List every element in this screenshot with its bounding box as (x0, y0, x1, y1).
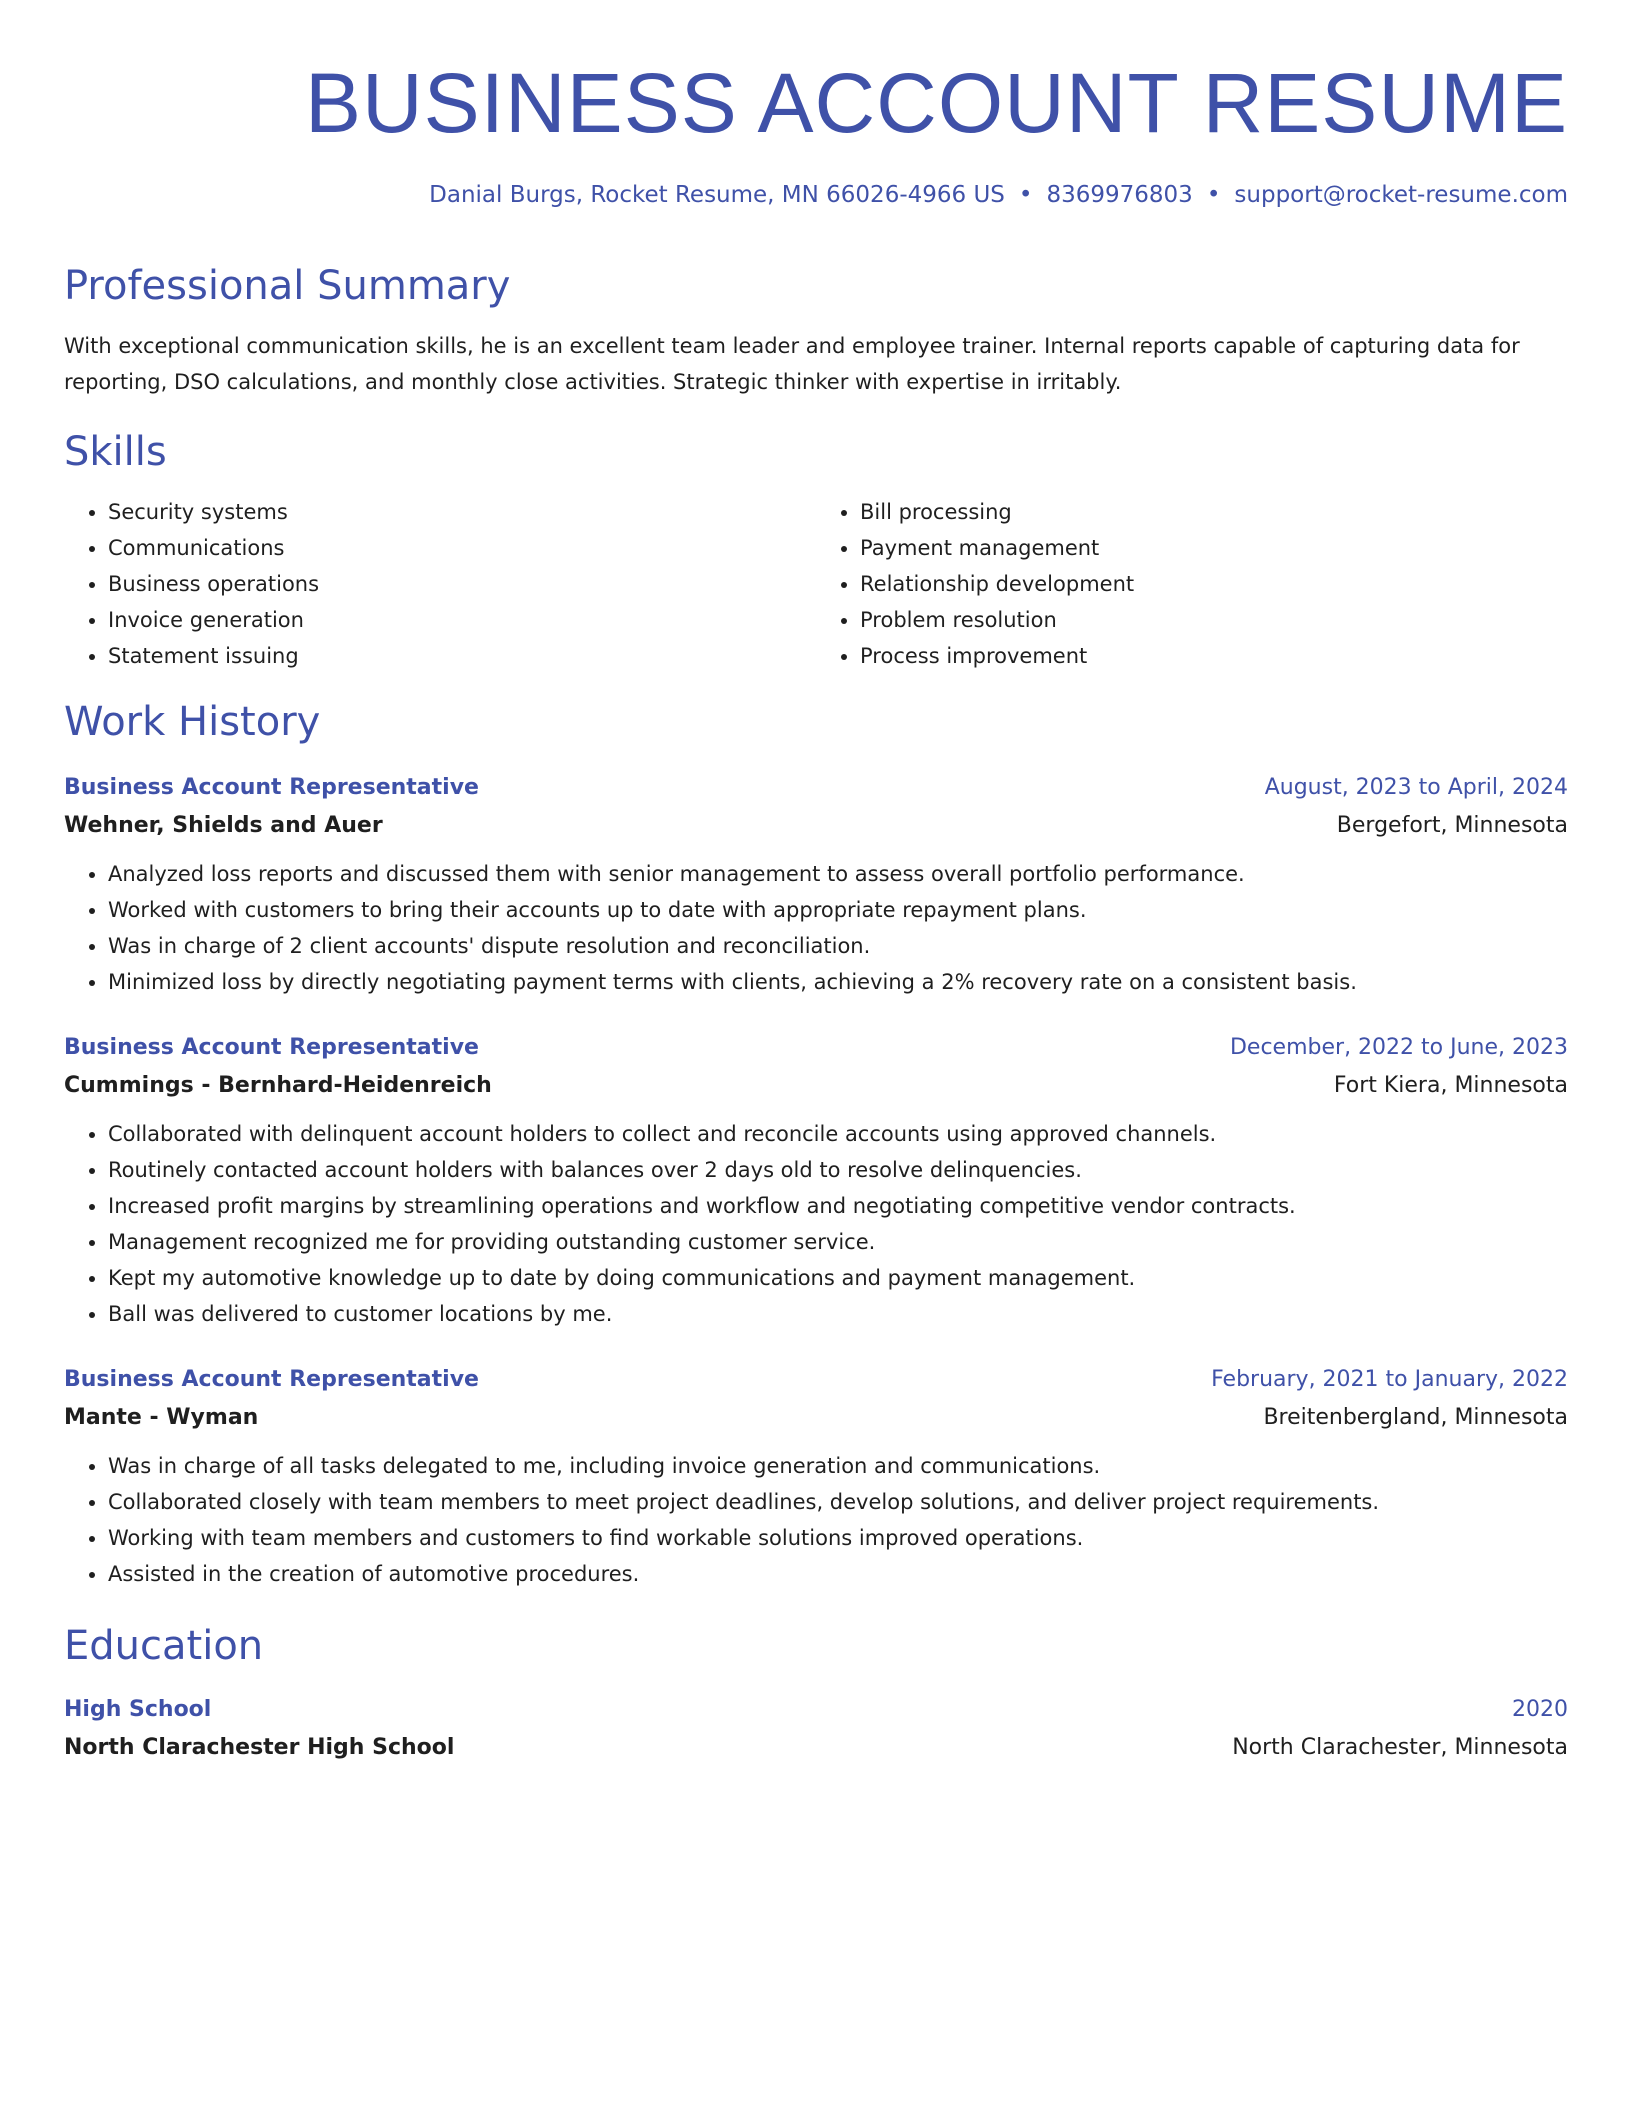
skill-item: • Payment management (860, 530, 1568, 566)
contact-phone: 8369976803 (1046, 182, 1193, 208)
job-bullet: • Collaborated closely with team members to meet project deadlines, develop solutions, and deliver project requirements. (108, 1484, 1568, 1520)
skill-item: • Statement issuing (108, 638, 816, 674)
skill-item: • Communications (108, 530, 816, 566)
education-entry (64, 1692, 1568, 1768)
section-heading-education: Education (64, 1623, 264, 1669)
job-bullet: • Assisted in the creation of automotive procedures. (108, 1556, 1568, 1592)
job-bullets (64, 1116, 1568, 1332)
education-year: 2020 (1512, 1697, 1568, 1722)
education-location: North Clarachester, Minnesota (1232, 1735, 1568, 1760)
job-bullet: • Worked with customers to bring their accounts up to date with appropriate repayment plans. (108, 892, 1568, 928)
section-heading-skills: Skills (64, 429, 167, 475)
job-entry (64, 1030, 1568, 1332)
job-bullet: • Was in charge of all tasks delegated to me, including invoice generation and communications. (108, 1448, 1568, 1484)
job-bullet: • Kept my automotive knowledge up to date by doing communications and payment management. (108, 1260, 1568, 1296)
job-bullet: • Increased profit margins by streamlining operations and workflow and negotiating competitive vendor contracts. (108, 1188, 1568, 1224)
job-location: Fort Kiera, Minnesota (1333, 1073, 1568, 1098)
job-company: Mante - Wyman (64, 1405, 259, 1430)
job-dates: February, 2021 to January, 2022 (1211, 1367, 1568, 1392)
job-bullet: • Analyzed loss reports and discussed them with senior management to assess overall portfolio performance. (108, 856, 1568, 892)
contact-email: support@rocket-resume.com (1234, 182, 1568, 208)
education-school: North Clarachester High School (64, 1735, 455, 1760)
job-title: Business Account Representative (64, 775, 479, 800)
job-bullets (64, 856, 1568, 1000)
contact-line (64, 178, 1568, 212)
job-bullet: • Routinely contacted account holders with balances over 2 days old to resolve delinquencies. (108, 1152, 1568, 1188)
job-location: Bergefort, Minnesota (1336, 813, 1568, 838)
skills-list (64, 494, 1568, 674)
skill-item: • Process improvement (860, 638, 1568, 674)
job-company: Cummings - Bernhard-Heidenreich (64, 1073, 492, 1098)
job-location: Breitenbergland, Minnesota (1263, 1405, 1568, 1430)
skill-item: • Bill processing (860, 494, 1568, 530)
job-company: Wehner, Shields and Auer (64, 813, 383, 838)
section-heading-summary: Professional Summary (64, 263, 511, 309)
skill-item: • Security systems (108, 494, 816, 530)
job-entry (64, 1362, 1568, 1592)
skill-item: • Invoice generation (108, 602, 816, 638)
job-dates: August, 2023 to April, 2024 (1264, 775, 1568, 800)
education-degree: High School (64, 1697, 212, 1722)
skills-column-right (816, 494, 1568, 674)
job-bullet: • Collaborated with delinquent account holders to collect and reconcile accounts using approved channels. (108, 1116, 1568, 1152)
contact-separator: • (1018, 182, 1033, 208)
skill-item: • Business operations (108, 566, 816, 602)
job-bullet: • Working with team members and customers to find workable solutions improved operations. (108, 1520, 1568, 1556)
skills-column-left (64, 494, 816, 674)
job-bullet: • Management recognized me for providing outstanding customer service. (108, 1224, 1568, 1260)
job-title: Business Account Representative (64, 1367, 479, 1392)
job-dates: December, 2022 to June, 2023 (1229, 1035, 1568, 1060)
job-bullet: • Minimized loss by directly negotiating payment terms with clients, achieving a 2% recovery rate on a consistent basis. (108, 964, 1568, 1000)
job-bullets (64, 1448, 1568, 1592)
contact-address: Danial Burgs, Rocket Resume, MN 66026-4966 US (429, 182, 1005, 208)
job-entry (64, 770, 1568, 1000)
summary-text: With exceptional communication skills, he is an excellent team leader and employee trainer. Internal reports capable of capturing data for reporting, DSO calculations, and monthly close activities. Strategic thinker with expertise in irritably. (64, 334, 1520, 394)
skill-item: • Relationship development (860, 566, 1568, 602)
resume-title: BUSINESS ACCOUNT RESUME (304, 56, 1568, 150)
contact-separator: • (1206, 182, 1221, 208)
skill-item: • Problem resolution (860, 602, 1568, 638)
job-bullet: • Ball was delivered to customer locations by me. (108, 1296, 1568, 1332)
job-bullet: • Was in charge of 2 client accounts' dispute resolution and reconciliation. (108, 928, 1568, 964)
section-heading-work-history: Work History (64, 699, 321, 745)
job-title: Business Account Representative (64, 1035, 479, 1060)
